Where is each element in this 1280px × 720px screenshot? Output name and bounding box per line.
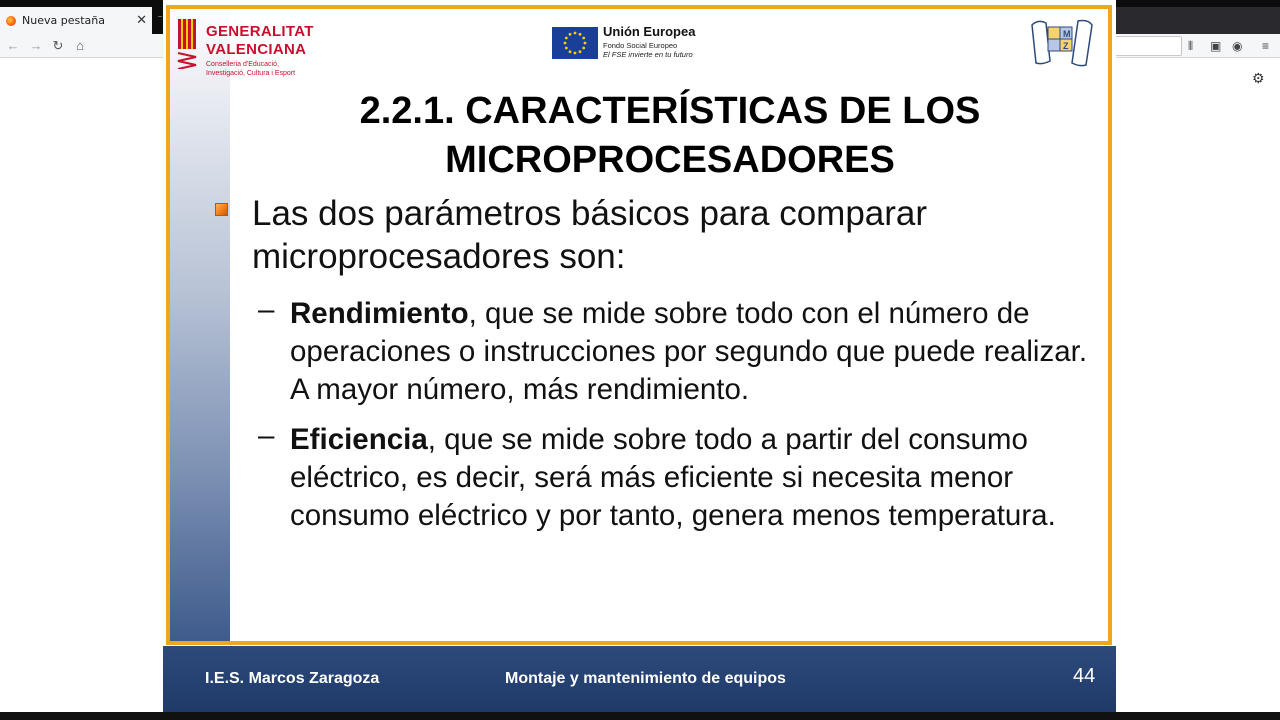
gva-emblem-icon (176, 19, 198, 69)
account-icon[interactable]: ◉ (1232, 39, 1243, 53)
search-input[interactable] (1116, 36, 1182, 56)
gear-icon[interactable]: ⚙ (1252, 70, 1265, 86)
home-icon[interactable]: ⌂ (76, 38, 84, 53)
keyword-rendimiento: Rendimiento (290, 297, 469, 330)
svg-text:M: M (1063, 29, 1071, 39)
navigation-toolbar (0, 34, 163, 58)
back-icon[interactable]: ← (6, 38, 20, 53)
main-bullet-text: Las dos parámetros básicos para comparar microprocesadores son: (252, 194, 928, 276)
slide-title-line1: 2.2.1. CARACTERÍSTICAS DE LOS (359, 90, 981, 132)
sub-bullet-body (290, 295, 1098, 409)
forward-icon[interactable]: → (29, 38, 43, 53)
eu-slogan: El FSE invierte en tu futuro (603, 50, 693, 59)
sub-bullet-body (290, 421, 1098, 535)
sub-bullet-rendimiento (258, 295, 1098, 415)
footer-course-name: Montaje y mantenimiento de equipos (505, 670, 786, 687)
generalitat-valenciana-logo (176, 17, 316, 81)
dash-bullet-icon: – (258, 293, 275, 326)
marcos-zaragoza-logo-icon (1028, 17, 1094, 69)
close-icon[interactable]: ✕ (136, 12, 147, 27)
slide-title-line2: MICROPROCESADORES (445, 139, 895, 181)
tab-strip (0, 0, 163, 34)
tab-title: Nueva pestaña (22, 14, 105, 27)
navigation-toolbar-right (1116, 34, 1280, 58)
bullet-square-icon (215, 203, 228, 216)
gva-department-line1: Conselleria d'Educació, (206, 61, 279, 68)
eu-fund-name: Fondo Social Europeo (603, 41, 678, 50)
sub-bullet-text: , que se mide sobre todo con el número de operaciones o instrucciones por segundo que puede realizar. A mayor número, más rendimiento. (290, 297, 1088, 406)
eu-title: Unión Europea (603, 24, 696, 39)
gva-name-line2: VALENCIANA (206, 41, 307, 58)
screen-bottom-bar (0, 712, 1280, 720)
footer-school-name: I.E.S. Marcos Zaragoza (205, 670, 380, 687)
browser-tab[interactable] (0, 7, 152, 34)
tab-strip-fragment (1116, 7, 1280, 34)
reload-icon[interactable]: ↻ (52, 38, 64, 53)
firefox-favicon-icon (6, 16, 16, 26)
european-union-logo (552, 23, 752, 67)
new-tab-button[interactable] (158, 16, 162, 17)
browser-window-right (1116, 0, 1280, 712)
slide-page-number: 44 (1073, 665, 1096, 687)
gva-department-line2: Investigació, Cultura i Esport (206, 70, 296, 77)
keyword-eficiencia: Eficiencia (290, 423, 428, 456)
browser-window-left (0, 0, 163, 712)
dash-bullet-icon: – (258, 419, 275, 452)
eu-flag-icon (552, 27, 598, 59)
sidebar-icon[interactable]: ▣ (1210, 39, 1222, 53)
sub-bullet-eficiencia (258, 421, 1098, 581)
menu-icon[interactable]: ≡ (1262, 39, 1270, 53)
slide-header (170, 9, 1108, 87)
gva-name-line1: GENERALITAT (206, 23, 314, 40)
slide-frame (166, 5, 1112, 645)
slide-left-stripe (170, 9, 230, 641)
slide-title (235, 87, 1105, 185)
tab-strip-right (1116, 0, 1280, 34)
sub-bullet-text: , que se mide sobre todo a partir del consumo eléctrico, es decir, será más eficiente si necesita menor consumo eléctrico y por tanto, genera menos temperatura. (290, 423, 1056, 532)
library-icon[interactable]: ⫴ (1188, 39, 1194, 53)
presentation-slide (163, 0, 1116, 712)
svg-text:Z: Z (1063, 41, 1069, 51)
slide-footer (163, 646, 1116, 712)
